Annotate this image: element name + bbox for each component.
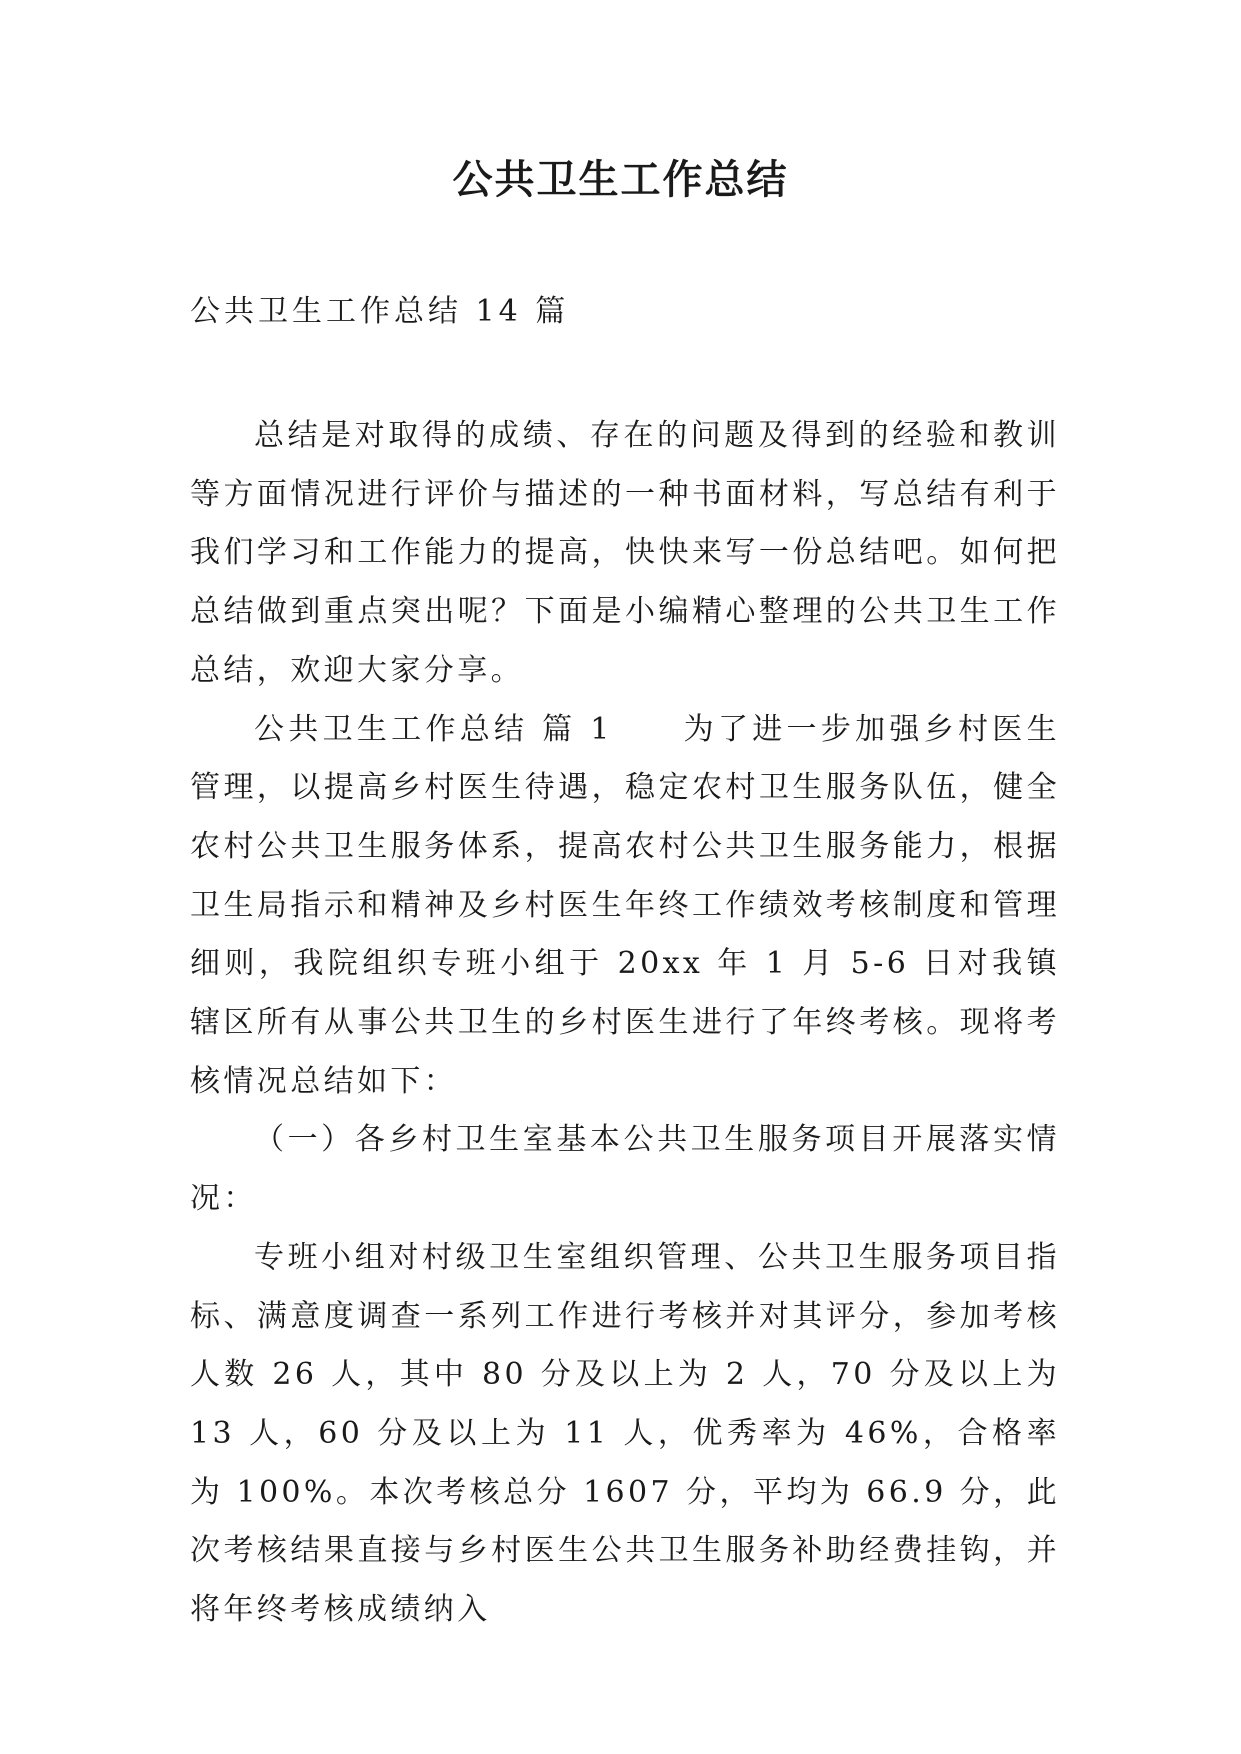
document-subtitle: 公共卫生工作总结 14 篇 <box>190 294 570 329</box>
document-body <box>190 407 1060 1640</box>
document-title: 公共卫生工作总结 <box>452 156 789 203</box>
section-1-text: 为了进一步加强乡村医生管理，以提高乡村医生待遇，稳定农村卫生服务队伍，健全农村公共卫生服务体系，提高农村公共卫生服务能力，根据卫生局指示和精神及乡村医生年终工作绩效考核制度和管理细则，我院组织专班小组于 20xx 年 1 月 5-6 日对我镇辖区所有从事公共卫生的乡村医生进行了年终考核。现将考核情况总结如下： <box>190 711 1060 1099</box>
evaluation-paragraph: 专班小组对村级卫生室组织管理、公共卫生服务项目指标、满意度调查一系列工作进行考核并对其评分，参加考核人数 26 人，其中 80 分及以上为 2 人，70 分及以上为 13 人，60 分及以上为 11 人，优秀率为 46%，合格率为 100%。本次考核总分 1607 分，平均为 66.9 分，此次考核结果直接与乡村医生公共卫生服务补助经费挂钩，并将年终考核成绩纳入 <box>190 1239 1060 1628</box>
intro-paragraph: 总结是对取得的成绩、存在的问题及得到的经验和教训等方面情况进行评价与描述的一种书面材料，写总结有利于我们学习和工作能力的提高，快快来写一份总结吧。如何把总结做到重点突出呢？下面是小编精心整理的公共卫生工作总结，欢迎大家分享。 <box>190 418 1060 688</box>
subsection-heading: （一）各乡村卫生室基本公共卫生服务项目开展落实情况： <box>190 1122 1060 1217</box>
section-1-paragraph <box>190 701 1060 1112</box>
section-1-heading: 公共卫生工作总结 篇 1 <box>254 711 613 747</box>
